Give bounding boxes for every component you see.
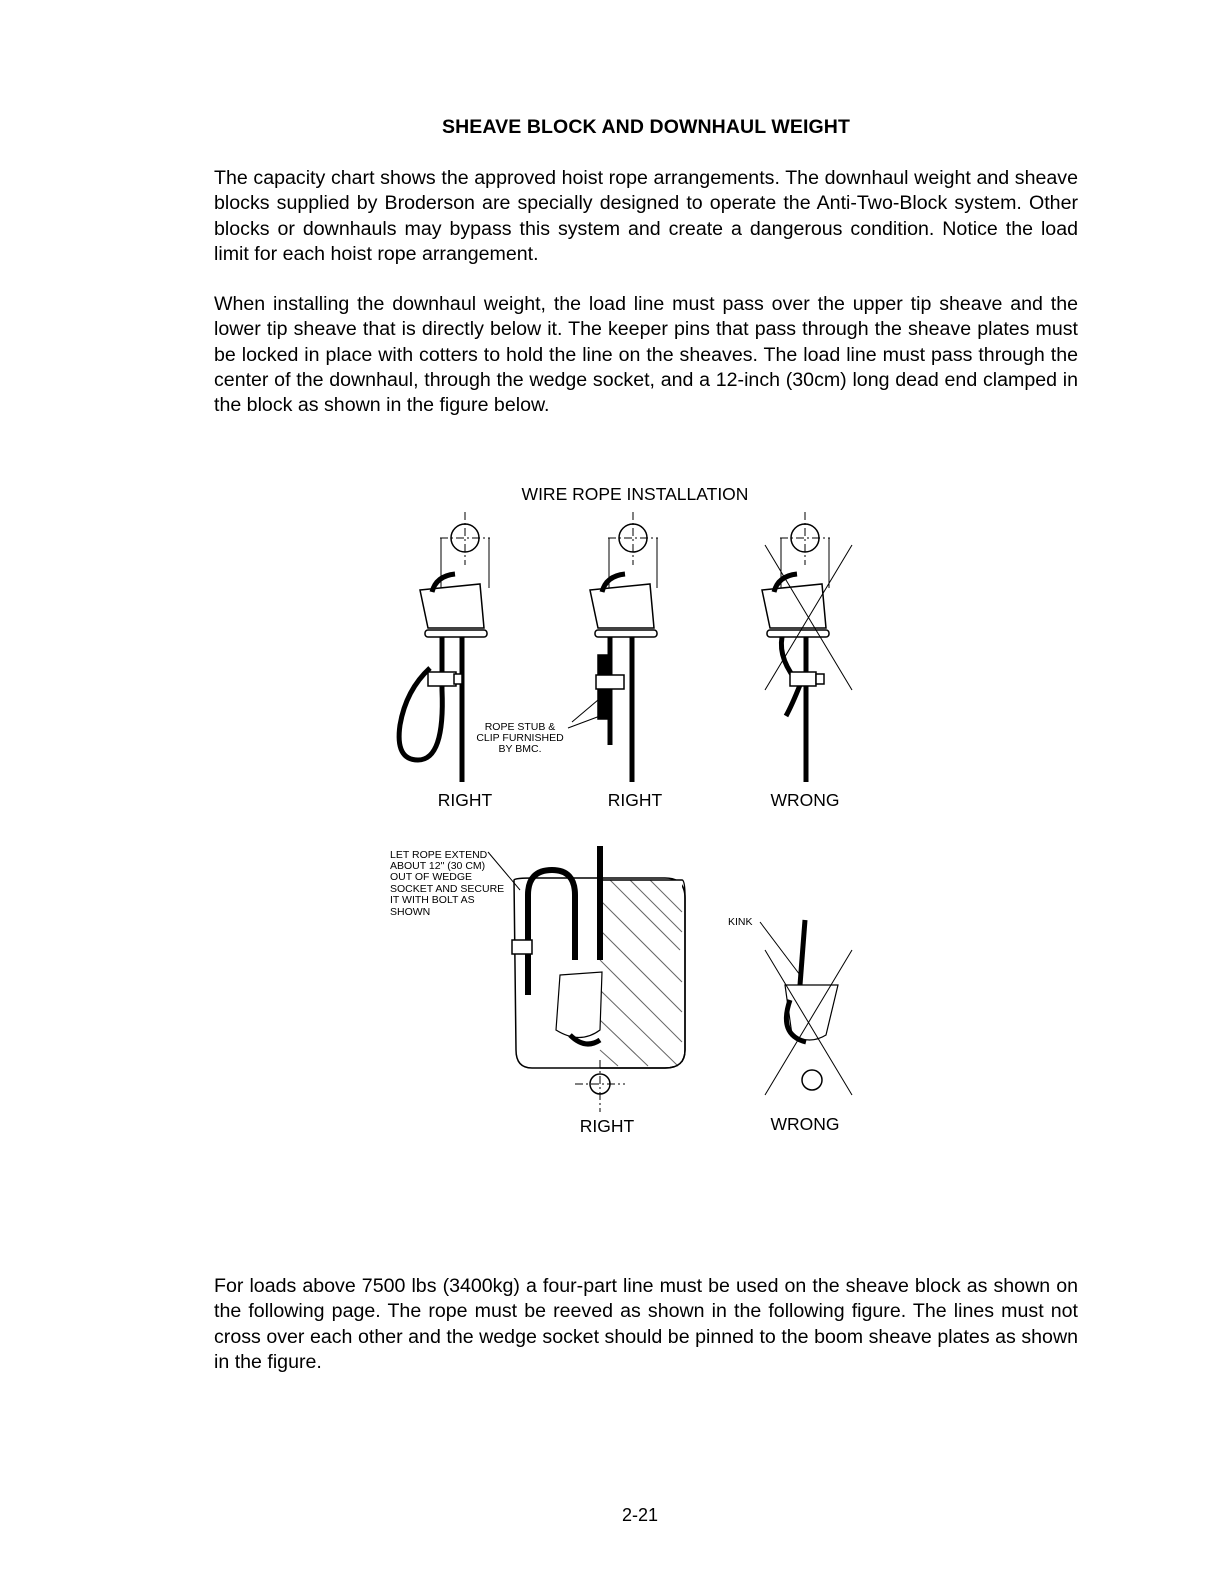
- note-rope-stub-line-2: CLIP FURNISHED: [476, 732, 564, 744]
- panel-right-rope-stub: [568, 512, 658, 782]
- page-title: SHEAVE BLOCK AND DOWNHAUL WEIGHT: [442, 116, 850, 138]
- caption-wrong-1: WRONG: [770, 790, 840, 810]
- note-kink: KINK: [728, 916, 753, 928]
- note-rope-stub-line-1: ROPE STUB &: [484, 721, 556, 733]
- note-extend-line-1: LET ROPE EXTEND: [390, 849, 488, 861]
- panel-right-downhaul: [488, 846, 685, 1112]
- panel-wrong-clip: [762, 512, 852, 782]
- caption-right-1: RIGHT: [437, 790, 493, 810]
- caption-wrong-2: WRONG: [770, 1114, 840, 1134]
- caption-right-2: RIGHT: [607, 790, 663, 810]
- page-number: 2-21: [621, 1505, 659, 1525]
- paragraph-capacity-chart: The capacity chart shows the approved hoist rope arrangements. The downhaul weight and sheave blocks supplied by Broderson are specially designed to operate the Anti-Two-Block system. Other blocks or downhauls may bypass this system and create a dangerous condition. Notice the load limit for each hoist rope arrangement.: [214, 167, 1078, 265]
- figure-title: WIRE ROPE INSTALLATION: [521, 484, 749, 504]
- paragraph-four-part-line: For loads above 7500 lbs (3400kg) a four-part line must be used on the sheave block as shown on the following page. The rope must be reeved as shown in the following figure. The lines must not cross over each other and the wedge socket should be pinned to the boom sheave plates as shown in the figure.: [214, 1275, 1078, 1373]
- note-extend-line-5: IT WITH BOLT AS: [390, 894, 475, 906]
- caption-right-3: RIGHT: [579, 1116, 635, 1136]
- paragraph-installing-downhaul: When installing the downhaul weight, the load line must pass over the upper tip sheave and the lower tip sheave that is directly below it. The keeper pins that pass through the sheave plates must be locked in place with cotters to hold the line on the sheaves. The load line must pass through the center of the downhaul, through the wedge socket, and a 12-inch (30cm) long dead end clamped in the block as shown in the figure below.: [214, 293, 1078, 417]
- note-extend-line-6: SHOWN: [390, 906, 431, 918]
- note-extend-line-3: OUT OF WEDGE: [390, 871, 473, 883]
- note-extend-line-4: SOCKET AND SECURE: [390, 883, 505, 895]
- wire-rope-installation-figure: [360, 478, 880, 1148]
- note-rope-stub-line-3: BY BMC.: [498, 743, 542, 755]
- panel-wrong-kink: [760, 920, 852, 1095]
- note-extend-line-2: ABOUT 12" (30 CM): [390, 860, 486, 872]
